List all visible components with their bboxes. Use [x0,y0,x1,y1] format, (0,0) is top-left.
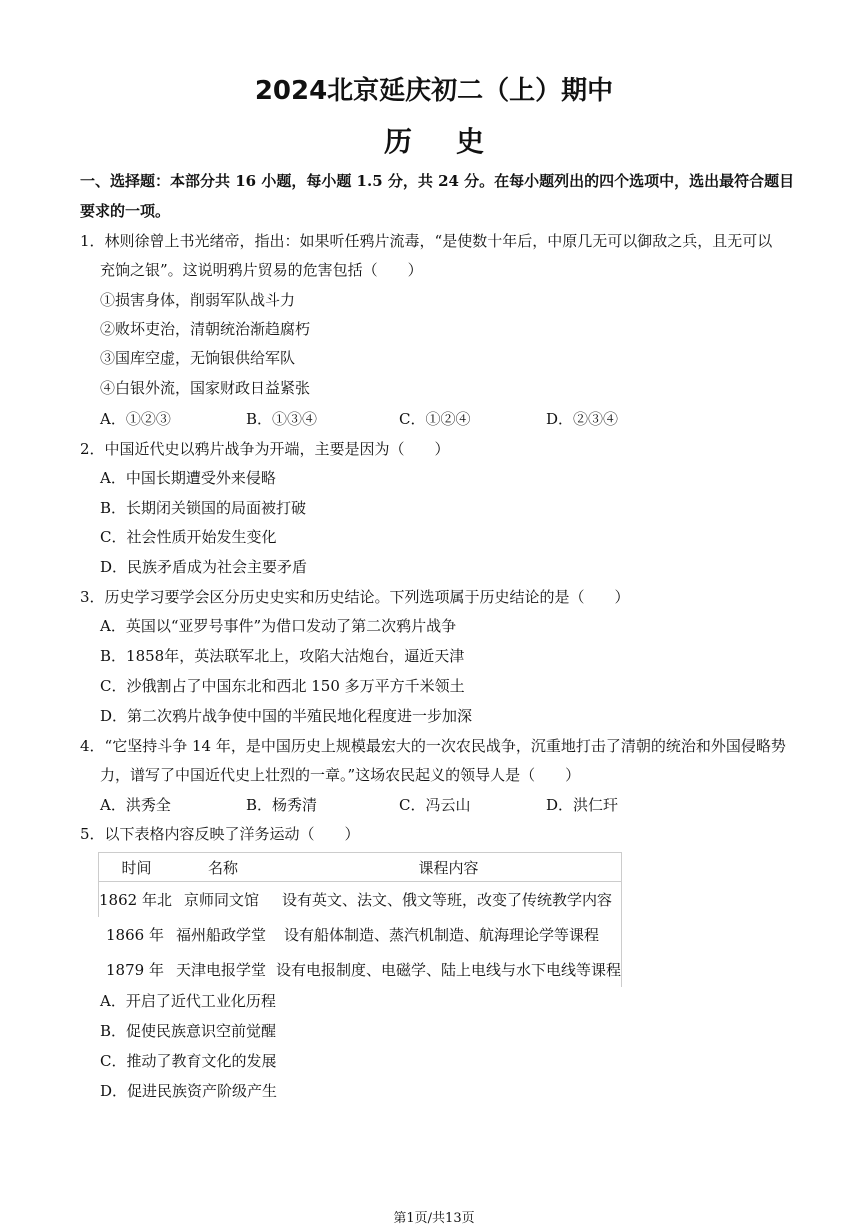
section-instructions-line2: 要求的一项。 [80,202,171,220]
question-3-option-d[interactable]: D．第二次鸦片战争使中国的半殖民地化程度进一步加深 [100,707,473,725]
section-instructions-line1: 一、选择题：本部分共 16 小题，每小题 1.5 分，共 24 分。在每小题列出的四个选项中，选出最符合题目 [80,172,795,190]
question-1-item: ④白银外流，国家财政日益紧张 [100,379,311,397]
table-cell-time: 1879 年 [106,961,164,979]
table-row [99,917,622,952]
question-1-item: ③国库空虚，无饷银供给军队 [100,349,296,367]
question-2-option-a[interactable]: A．中国长期遭受外来侵略 [100,469,276,487]
table-cell-content: 设有船体制造、蒸汽机制造、航海理论学等课程 [276,917,622,952]
question-1-option-d[interactable]: D．②③④ [546,410,619,428]
exam-title: 2024北京延庆初二（上）期中 [254,76,614,106]
question-3-option-a[interactable]: A．英国以“亚罗号事件”为借口发动了第二次鸦片战争 [100,617,457,635]
question-5-stem: 5．以下表格内容反映了洋务运动（ ） [80,825,360,843]
exam-subject: 历史 [383,125,528,158]
question-2-option-d[interactable]: D．民族矛盾成为社会主要矛盾 [100,558,308,576]
question-5-option-a[interactable]: A．开启了近代工业化历程 [100,992,276,1010]
question-3-stem: 3．历史学习要学会区分历史史实和历史结论。下列选项属于历史结论的是（ ） [80,588,630,606]
question-4-option-a[interactable]: A．洪秀全 [100,796,171,814]
table-cell-content: 设有电报制度、电磁学、陆上电线与水下电线等课程 [276,952,622,987]
question-4-stem-line2: 力，谱写了中国近代史上壮烈的一章。”这场农民起义的领导人是（ ） [100,766,581,784]
question-3-option-b[interactable]: B．1858年，英法联军北上，攻陷大沽炮台，逼近天津 [100,647,465,665]
table-cell-content: 设有英文、法文、俄文等班，改变了传统教学内容 [276,882,622,918]
table-header-content: 课程内容 [276,853,622,882]
table-cell-time: 1862 年北 [99,882,174,918]
question-4-option-c[interactable]: C．冯云山 [399,796,471,814]
question-1-stem-line1: 1．林则徐曾上书光绪帝，指出：如果听任鸦片流毒，“是使数十年后，中原几无可以御敌之兵，且无可以 [80,232,773,250]
table-header-name: 名称 [174,853,276,882]
question-1-item: ①损害身体，削弱军队战斗力 [100,291,296,309]
question-5-option-d[interactable]: D．促进民族资产阶级产生 [100,1082,278,1100]
question-4-option-d[interactable]: D．洪仁玕 [546,796,619,814]
table-header-row [99,853,622,882]
question-3-option-c[interactable]: C．沙俄割占了中国东北和西北 150 多万平方千米领土 [100,677,465,695]
course-table [98,852,622,987]
question-2-stem: 2．中国近代史以鸦片战争为开端，主要是因为（ ） [80,440,450,458]
question-1-option-b[interactable]: B．①③④ [246,410,318,428]
question-1-item: ②败坏吏治，清朝统治渐趋腐朽 [100,320,311,338]
question-5-option-c[interactable]: C．推动了教育文化的发展 [100,1052,277,1070]
table-header-time: 时间 [99,853,174,882]
table-cell-time: 1866 年 [106,926,164,944]
table-cell-name: 福州船政学堂 [175,926,266,944]
question-1-option-a[interactable]: A．①②③ [100,410,171,428]
table-row [99,952,622,987]
question-4-stem-line1: 4．“它坚持斗争 14 年，是中国历史上规模最宏大的一次农民战争，沉重地打击了清朝的统治和外国侵略势 [80,737,786,755]
table-cell-name: 天津电报学堂 [175,961,266,979]
question-1-option-c[interactable]: C．①②④ [399,410,471,428]
question-2-option-c[interactable]: C．社会性质开始发生变化 [100,528,277,546]
question-1-stem-line2: 充饷之银”。这说明鸦片贸易的危害包括（ ） [100,261,423,279]
table-cell-name: 京师同文馆 [174,882,276,918]
page-footer: 第1页/共13页 [393,1211,475,1226]
table-row [99,882,622,918]
question-2-option-b[interactable]: B．长期闭关锁国的局面被打破 [100,499,307,517]
question-4-option-b[interactable]: B．杨秀清 [246,796,318,814]
question-5-option-b[interactable]: B．促使民族意识空前觉醒 [100,1022,277,1040]
